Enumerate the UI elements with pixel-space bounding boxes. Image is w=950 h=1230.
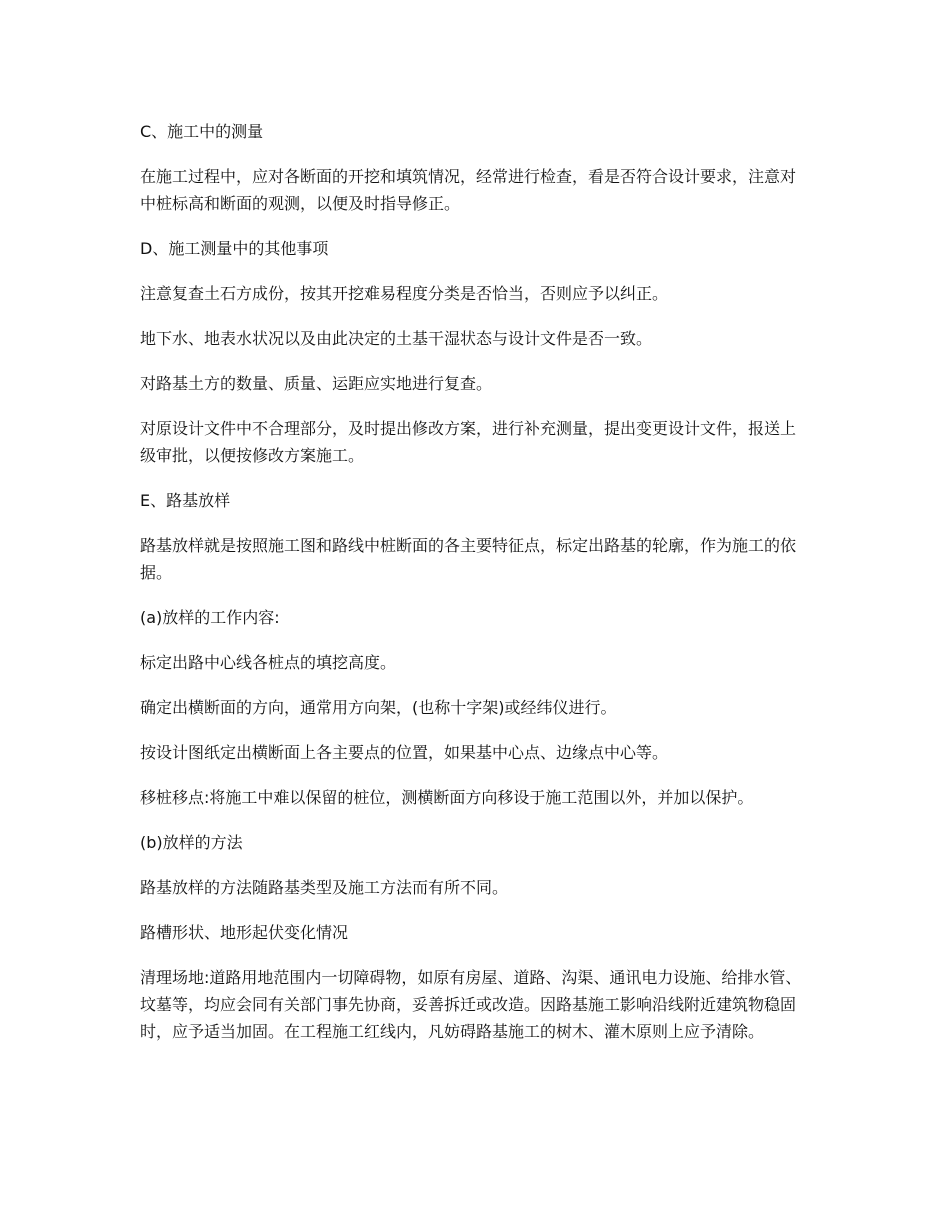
paragraph: 对路基土方的数量、质量、运距应实地进行复查。 — [140, 374, 493, 393]
section-heading-c: C、施工中的测量 — [140, 122, 264, 141]
paragraph: 在施工过程中，应对各断面的开挖和填筑情况，经常进行检查，看是否符合设计要求，注意对中桩标高和断面的观测，以便及时指导修正。 — [140, 167, 797, 213]
document-page — [140, 118, 810, 1063]
paragraph: 对原设计文件中不合理部分，及时提出修改方案，进行补充测量，提出变更设计文件，报送上级审批，以便按修改方案施工。 — [140, 419, 797, 465]
paragraph: 注意复查土石方成份，按其开挖难易程度分类是否恰当，否则应予以纠正。 — [140, 284, 669, 303]
subsection-heading-a: (a)放样的工作内容: — [140, 608, 280, 627]
paragraph: 路基放样就是按照施工图和路线中桩断面的各主要特征点，标定出路基的轮廓，作为施工的依据。 — [140, 536, 797, 582]
paragraph: 按设计图纸定出横断面上各主要点的位置，如果基中心点、边缘点中心等。 — [140, 743, 669, 762]
section-heading-e: E、路基放样 — [140, 491, 231, 510]
section-heading-d: D、施工测量中的其他事项 — [140, 239, 329, 258]
paragraph: 移桩移点:将施工中难以保留的桩位，测横断面方向移设于施工范围以外，并加以保护。 — [140, 788, 754, 807]
subsection-heading-b: (b)放样的方法 — [140, 833, 243, 852]
paragraph: 标定出路中心线各桩点的填挖高度。 — [140, 653, 397, 672]
paragraph: 确定出横断面的方向，通常用方向架，(也称十字架)或经纬仪进行。 — [140, 698, 617, 717]
paragraph: 清理场地:道路用地范围内一切障碍物，如原有房屋、道路、沟渠、通讯电力设施、给排水管、坟墓等，均应会同有关部门事先协商，妥善拆迁或改造。因路基施工影响沿线附近建筑物稳固时，应予适当加固。在工程施工红线内，凡妨碍路基施工的树木、灌木原则上应予清除。 — [140, 968, 802, 1041]
paragraph: 路槽形状、地形起伏变化情况 — [140, 923, 349, 942]
paragraph: 地下水、地表水状况以及由此决定的土基干湿状态与设计文件是否一致。 — [140, 329, 653, 348]
paragraph: 路基放样的方法随路基类型及施工方法而有所不同。 — [140, 878, 509, 897]
